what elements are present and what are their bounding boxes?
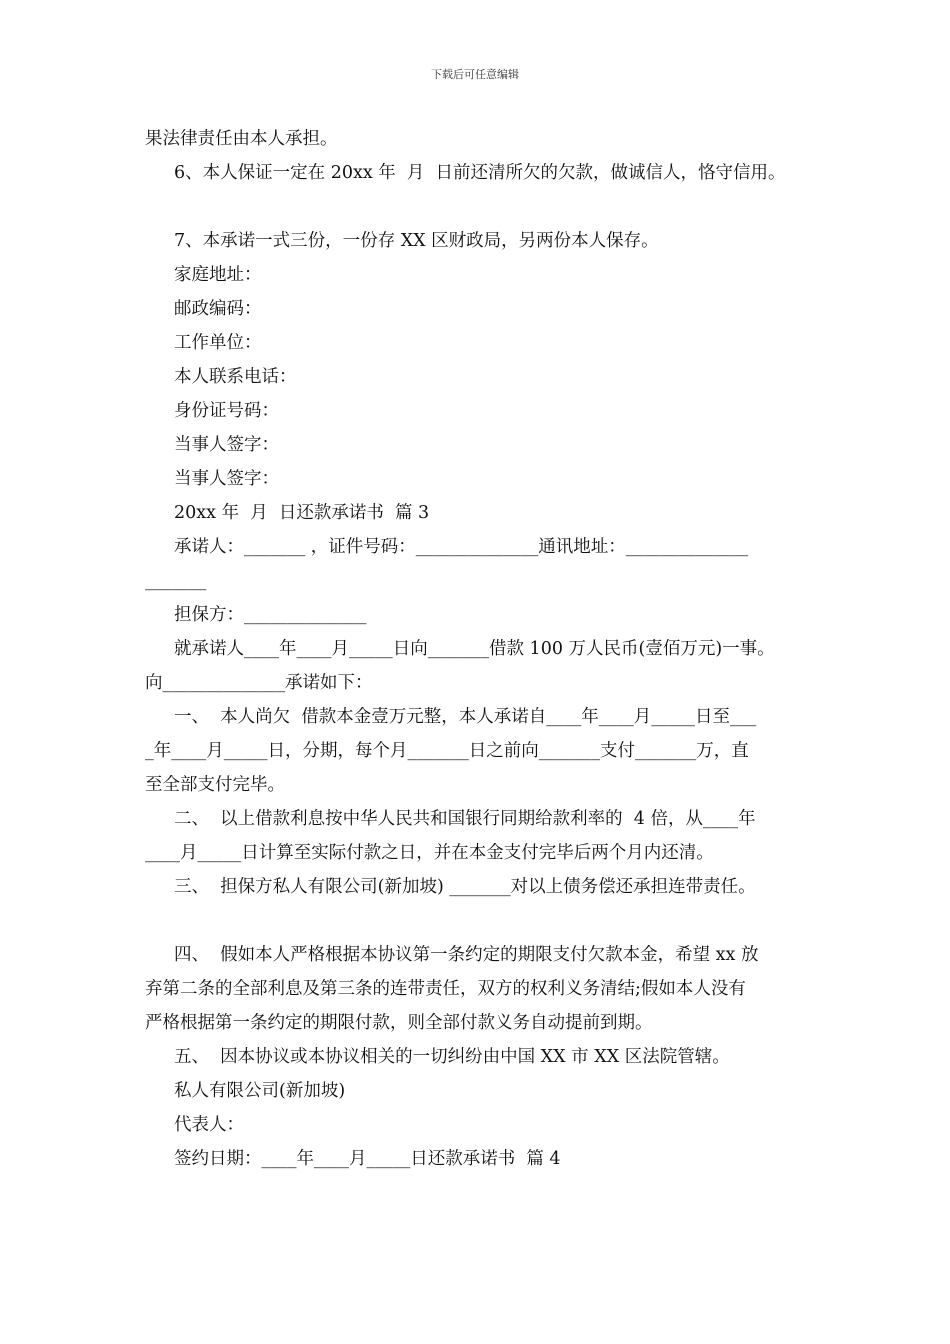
page-header: 下载后可任意编辑 <box>431 68 519 81</box>
text-line: 至全部支付完毕。 <box>145 775 285 795</box>
guarantor-line: 担保方：______________ <box>174 605 367 625</box>
postal-code-label: 邮政编码： <box>174 299 262 319</box>
signature-label: 当事人签字： <box>174 469 279 489</box>
clause-6: 6、本人保证一定在 20xx 年 月 日前还清所欠的欠款，做诚信人，恪守信用。 <box>174 163 786 183</box>
text-line: ____月_____日计算至实际付款之日，并在本金支付完毕后两个月内还清。 <box>145 843 714 863</box>
id-number-label: 身份证号码： <box>174 401 279 421</box>
blank-line <box>145 190 825 224</box>
text-line: 弃第二条的全部利息及第三条的连带责任，双方的权利义务清结;假如本人没有 <box>145 979 746 999</box>
blank-line <box>145 904 825 938</box>
promisor-line: 承诺人：_______ ，证件号码：______________通讯地址：______________ <box>174 537 749 557</box>
company-name: 私人有限公司(新加坡) <box>174 1081 346 1101</box>
home-address-label: 家庭地址： <box>174 265 262 285</box>
clause-7: 7、本承诺一式三份，一份存 XX 区财政局，另两份本人保存。 <box>174 231 659 251</box>
text-line: 就承诺人____年____月_____日向_______借款 100 万人民币(壹佰万元)一事。 <box>174 639 775 659</box>
section-title: 20xx 年 月 日还款承诺书 篇 3 <box>174 503 430 523</box>
text-line: _______ <box>145 571 207 591</box>
phone-label: 本人联系电话： <box>174 367 297 387</box>
work-unit-label: 工作单位： <box>174 333 262 353</box>
signature-label: 当事人签字： <box>174 435 279 455</box>
clause-four: 四、 假如本人严格根据本协议第一条约定的期限支付欠款本金，希望 xx 放 <box>174 945 759 965</box>
signing-date-line: 签约日期：____年____月_____日还款承诺书 篇 4 <box>174 1149 561 1169</box>
text-line: 向______________承诺如下： <box>145 673 373 693</box>
clause-one: 一、 本人尚欠 借款本金壹万元整，本人承诺自____年____月_____日至___ <box>174 707 757 727</box>
document-body <box>145 122 825 1176</box>
text-line: _年____月_____日，分期，每个月_______日之前向_______支付_______万，直 <box>145 741 749 761</box>
clause-three: 三、 担保方私人有限公司(新加坡) _______对以上债务偿还承担连带责任。 <box>174 877 756 897</box>
representative-label: 代表人： <box>174 1115 244 1135</box>
clause-five: 五、 因本协议或本协议相关的一切纠纷由中国 XX 市 XX 区法院管辖。 <box>174 1047 730 1067</box>
text-line: 果法律责任由本人承担。 <box>145 129 338 149</box>
text-line: 严格根据第一条约定的期限付款，则全部付款义务自动提前到期。 <box>145 1013 653 1033</box>
clause-two: 二、 以上借款利息按中华人民共和国银行同期给款利率的 4 倍，从____年 <box>174 809 756 829</box>
